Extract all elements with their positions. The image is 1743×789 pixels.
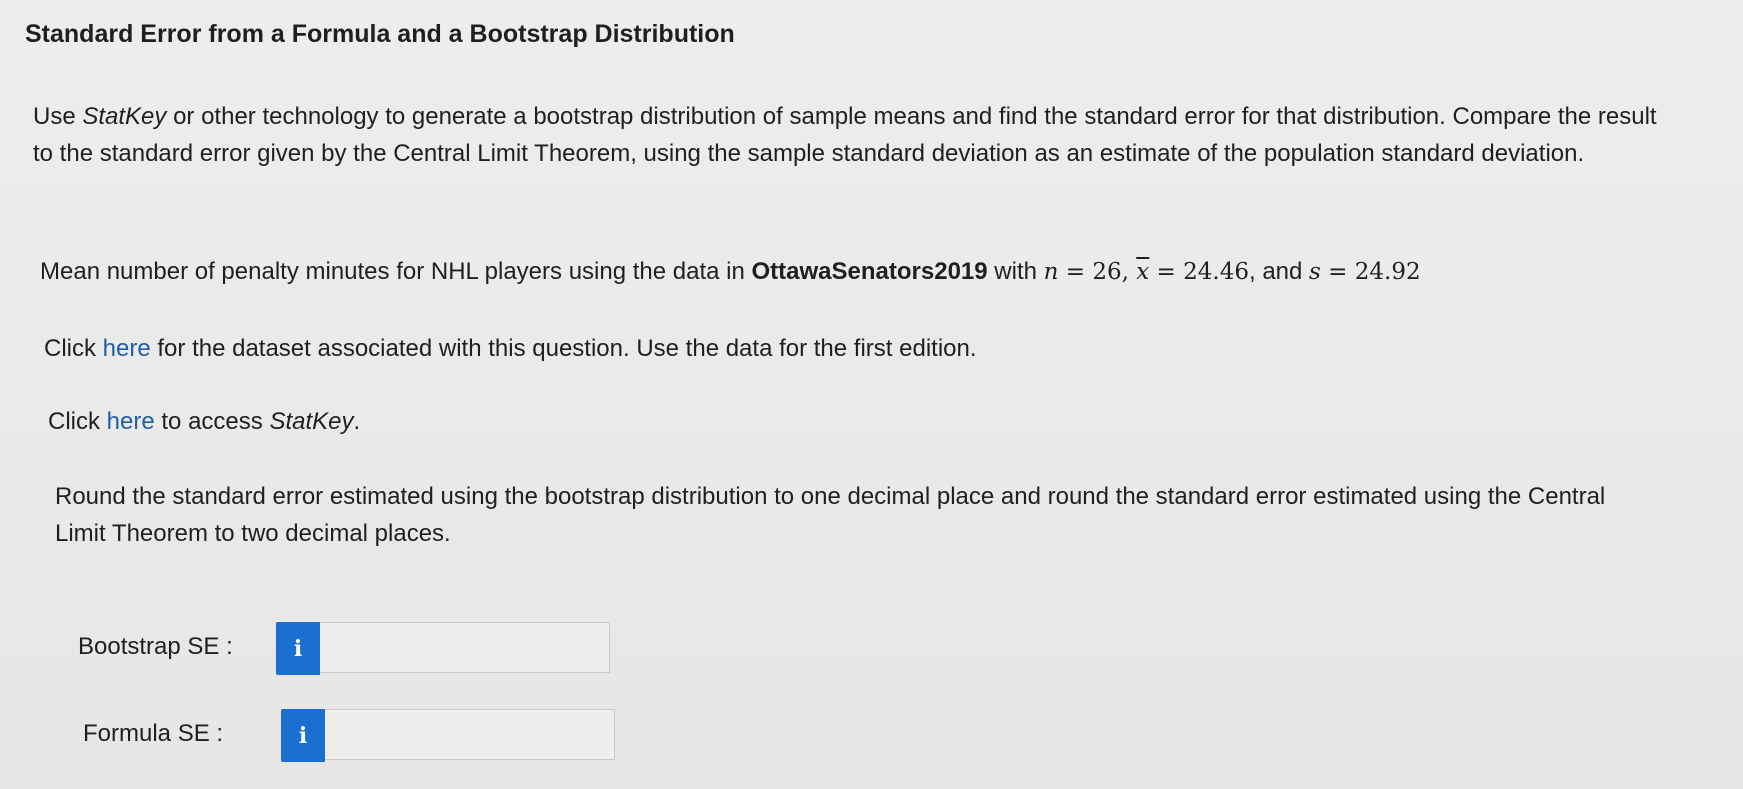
statkey-name-2: StatKey — [269, 408, 354, 435]
sample-sd: s = 24.92 — [1309, 259, 1421, 285]
bootstrap-se-input[interactable] — [320, 622, 610, 673]
bootstrap-se-field — [276, 622, 610, 675]
dataset-line — [44, 330, 977, 367]
statkey-click-text: Click — [48, 408, 107, 435]
dataset-line-rest: for the dataset associated with this question. Use the data for the first edition. — [150, 335, 977, 362]
sample-mean: $\overline{x} = 24.46$ — [1136, 259, 1249, 285]
info-icon[interactable]: i — [281, 709, 325, 762]
intro-paragraph — [33, 98, 1683, 172]
rounding-instructions: Round the standard error estimated using the bootstrap distribution to one decimal place and round the standard error estimated using the Central Limit Theorem to two decimal places. — [55, 483, 1606, 547]
statkey-line — [48, 403, 360, 440]
statkey-line-rest: to access — [154, 408, 270, 435]
prompt-and: , and — [1248, 258, 1310, 285]
question-prompt — [40, 253, 1690, 291]
dataset-link[interactable]: here — [102, 335, 151, 362]
prompt-prefix: Mean number of penalty minutes for NHL players using the data in — [40, 258, 752, 285]
statkey-link[interactable]: here — [106, 408, 155, 435]
prompt-with: with — [987, 258, 1044, 285]
intro-text-start: Use — [33, 103, 83, 130]
info-icon[interactable]: i — [276, 622, 320, 675]
question-title: Standard Error from a Formula and a Bootstrap Distribution — [25, 20, 735, 48]
formula-se-input[interactable] — [325, 709, 615, 760]
formula-se-label: Formula SE : — [83, 720, 224, 747]
statkey-period: . — [353, 408, 361, 435]
dataset-click-text: Click — [44, 335, 103, 362]
statkey-name: StatKey — [82, 103, 167, 130]
sample-size: n = 26, — [1043, 259, 1137, 285]
bootstrap-se-label: Bootstrap SE : — [78, 633, 233, 660]
intro-text-rest: or other technology to generate a bootstrap distribution of sample means and find the standard error for that distribution. Compare the result to the standard error given by the Central Limit Theorem, using the sample standard deviation as an estimate of the population standard deviation. — [33, 103, 1657, 167]
formula-se-field — [281, 709, 615, 762]
dataset-name: OttawaSenators2019 — [751, 258, 988, 285]
